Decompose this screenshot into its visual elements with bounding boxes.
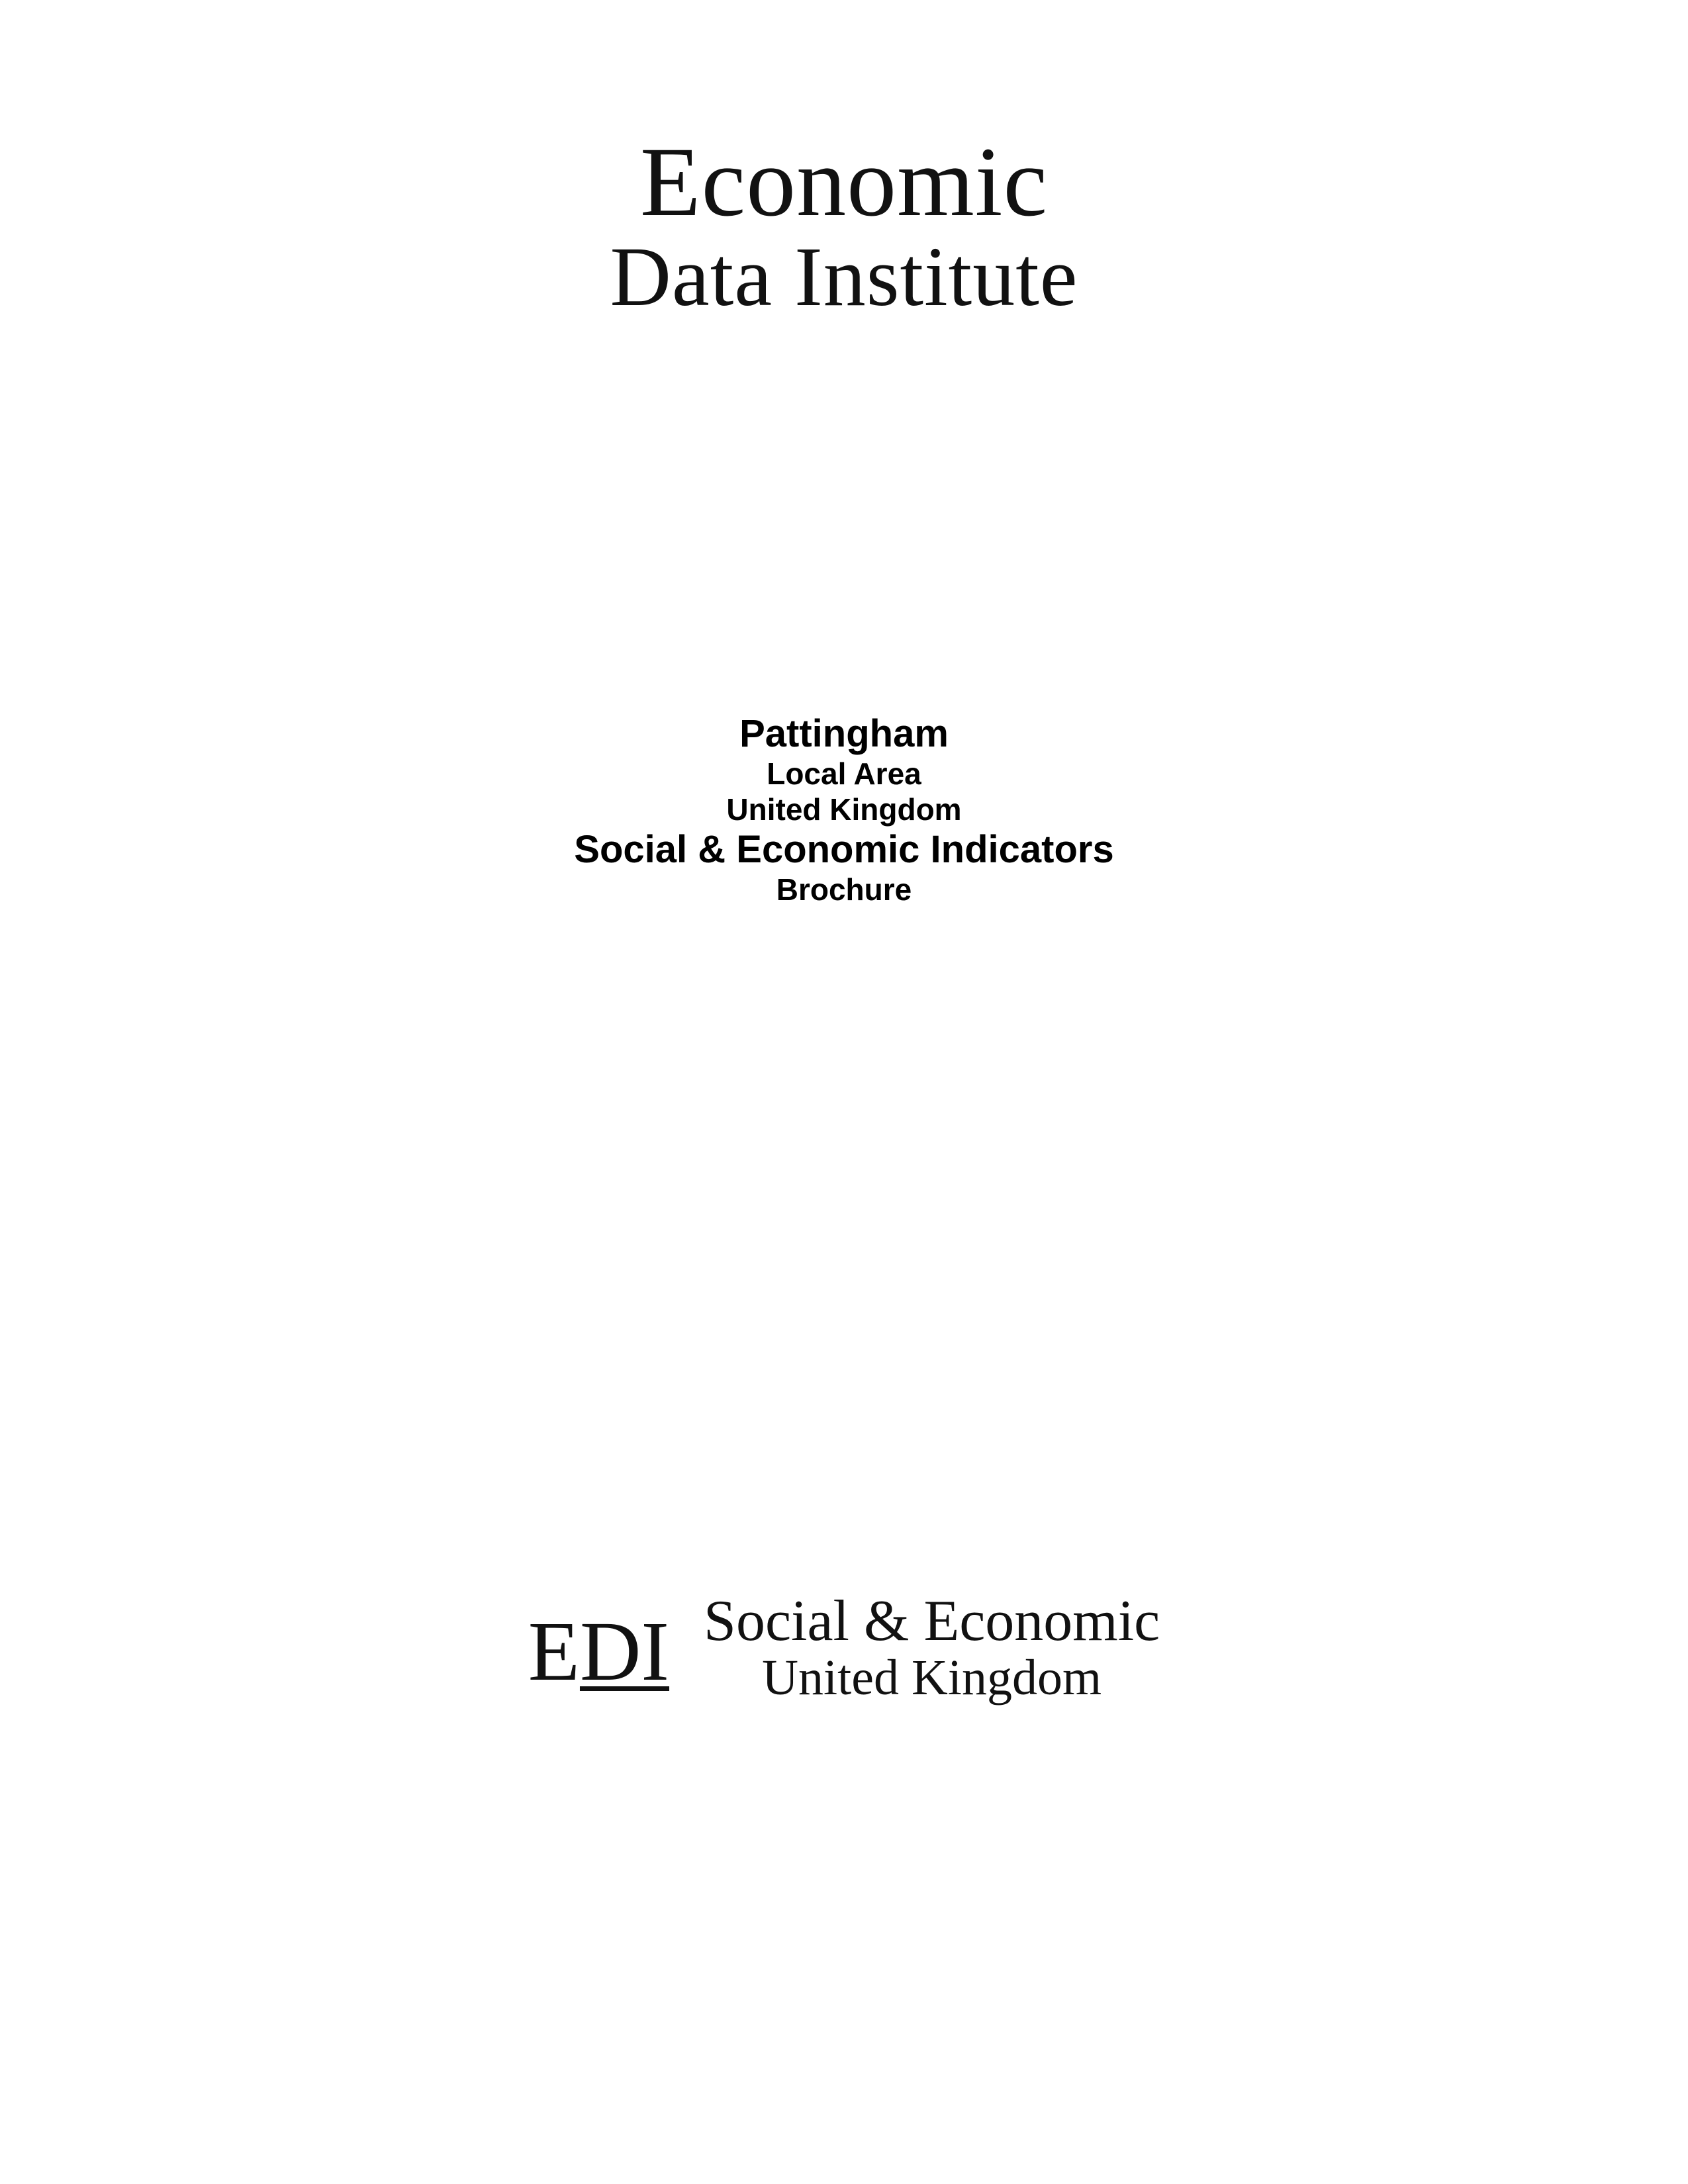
report-subject: Social & Economic Indicators <box>574 828 1114 871</box>
edi-logo-inner <box>528 1589 1160 1706</box>
edi-wordmark-prefix: E <box>528 1604 580 1699</box>
institute-logo-line-2: Data Institute <box>610 230 1078 324</box>
institute-logo-line-1: Economic <box>639 127 1049 237</box>
edi-footer-logo <box>0 1589 1688 1706</box>
document-type: Brochure <box>776 872 912 907</box>
country-name: United Kingdom <box>726 792 962 827</box>
edi-logo-text <box>704 1589 1160 1706</box>
edi-logo-text-line-1: Social & Economic <box>704 1589 1160 1653</box>
area-level: Local Area <box>767 756 921 791</box>
area-name: Pattingham <box>739 712 949 755</box>
edi-wordmark-underlined: DI <box>579 1604 670 1699</box>
institute-logo <box>0 127 1688 324</box>
edi-logo-text-line-2: United Kingdom <box>762 1649 1102 1706</box>
cover-title-block <box>0 711 1688 907</box>
edi-wordmark <box>528 1603 669 1700</box>
